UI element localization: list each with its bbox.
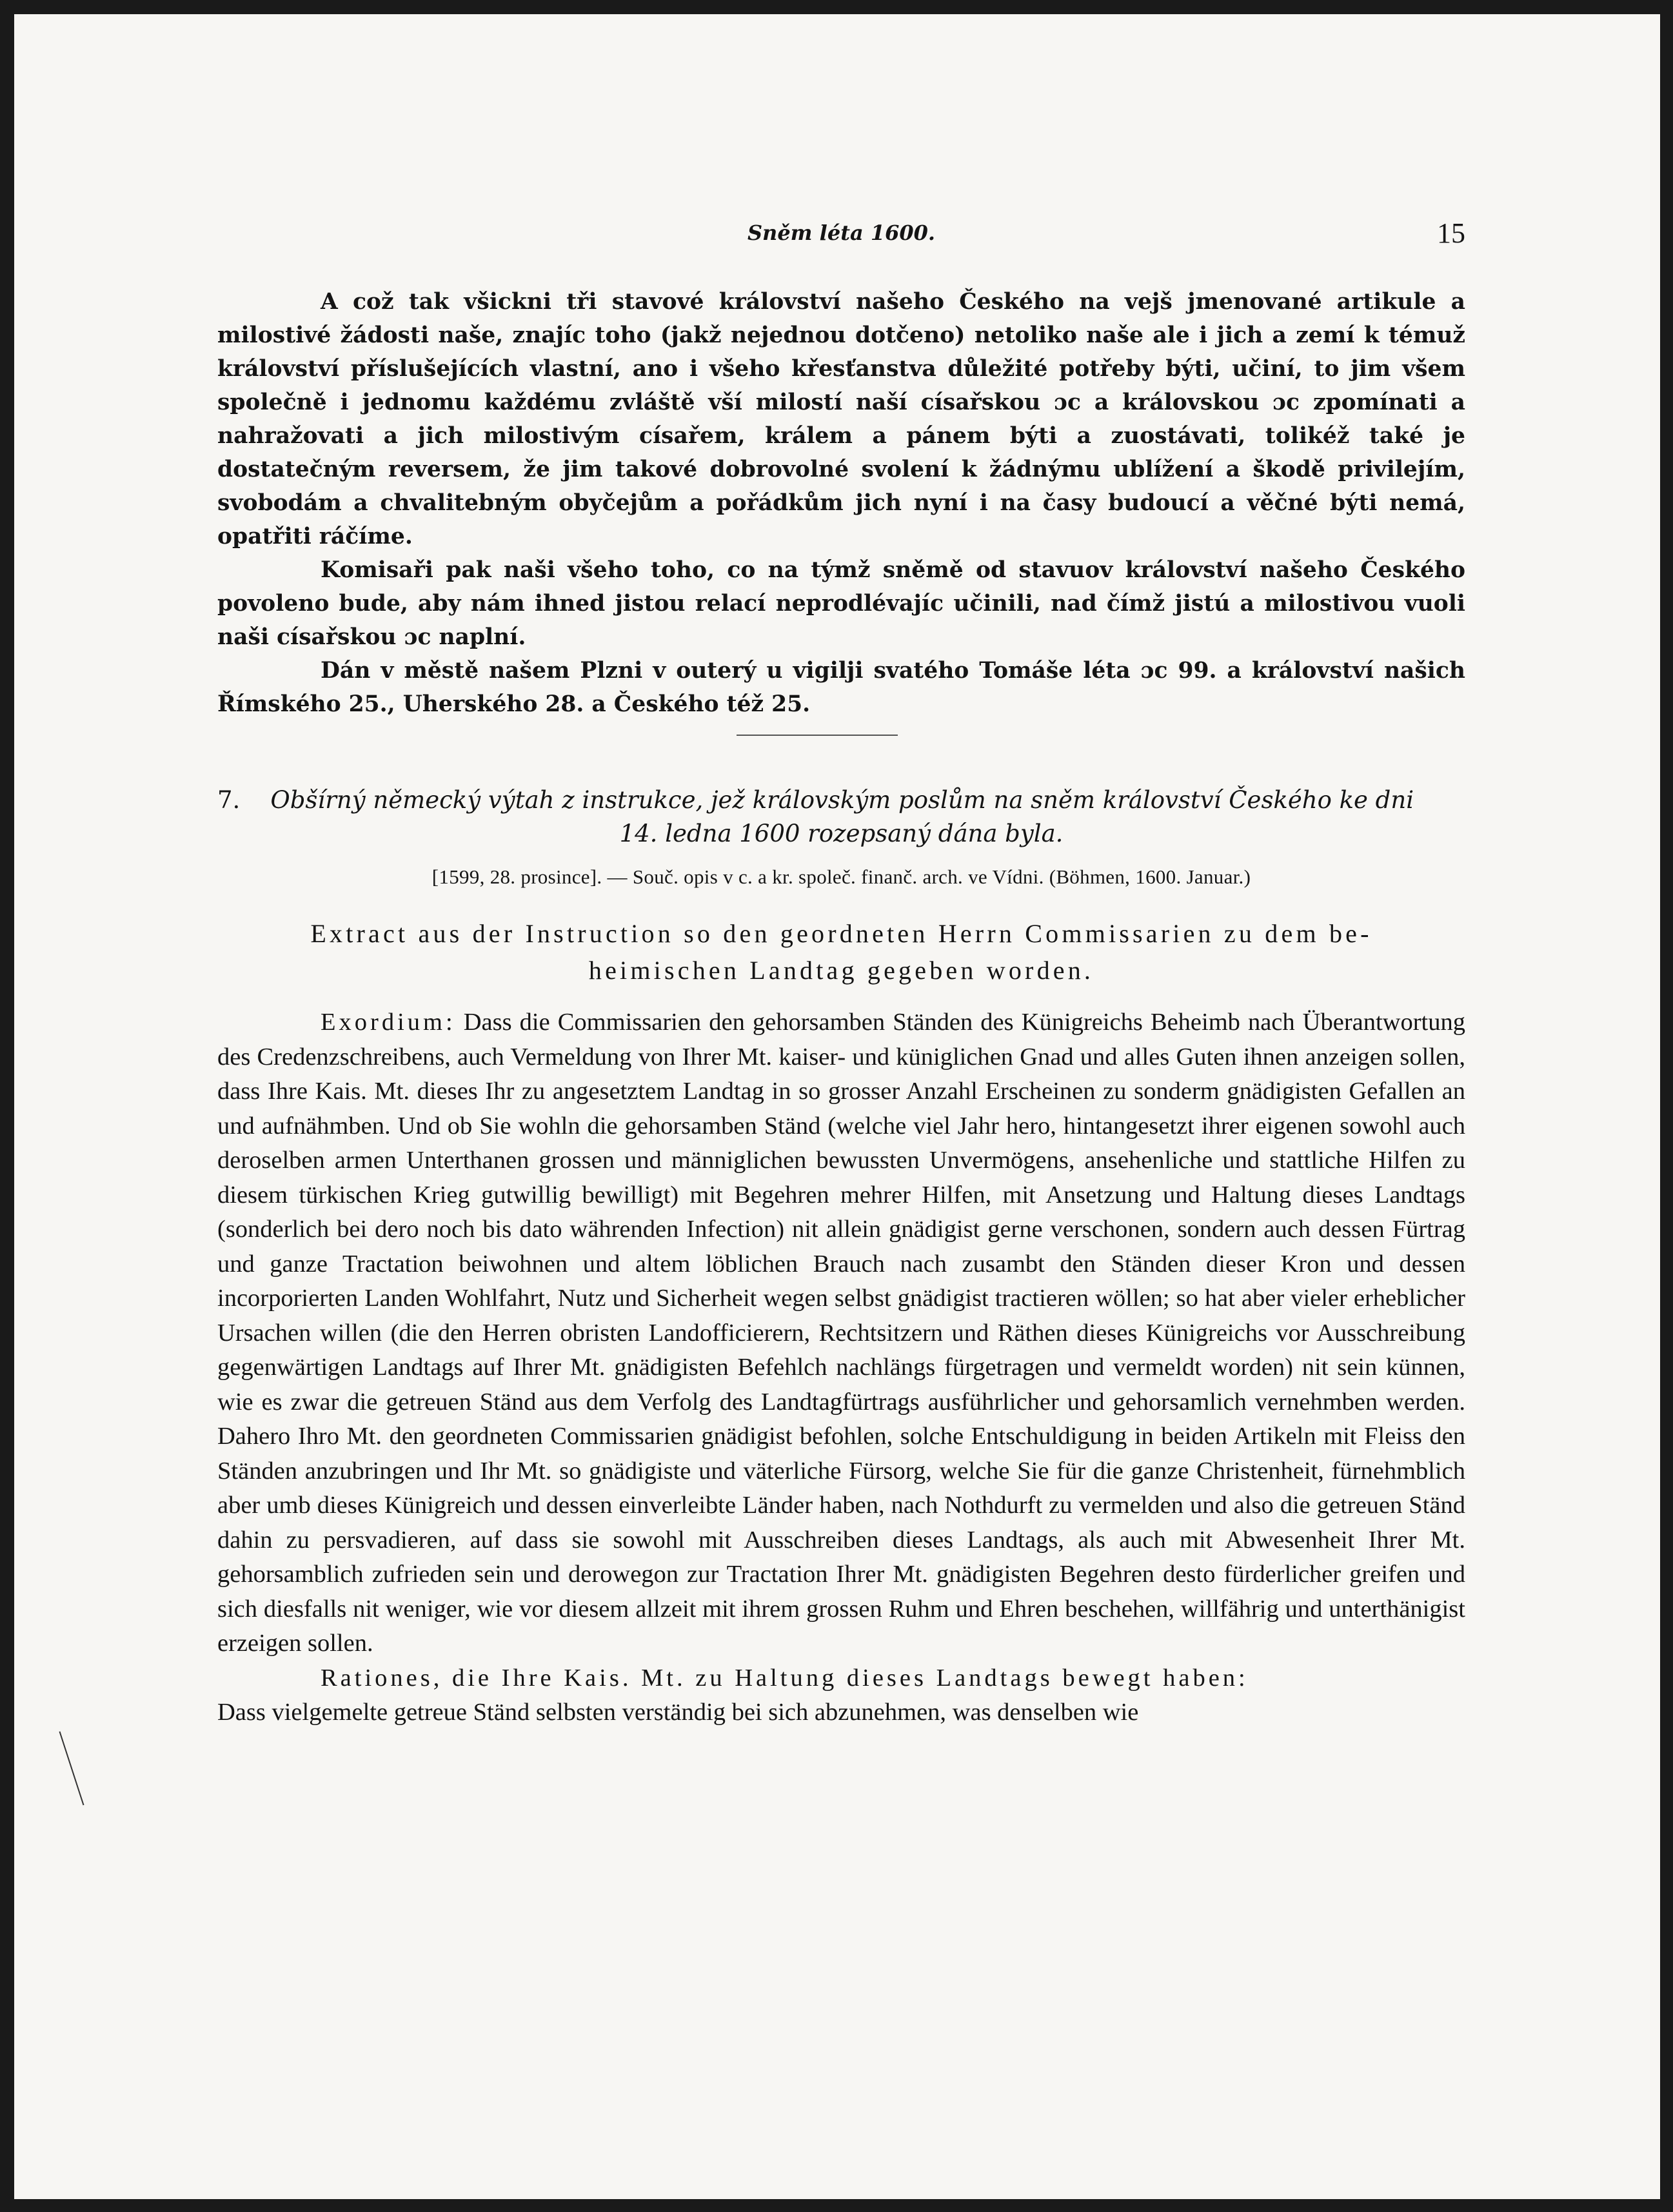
rationes-heading	[217, 1661, 1465, 1696]
czech-paragraph: A což tak všickni tři stavové království našeho Českého na vejš jmenované artikule a milostivé žádosti naše, znajíc toho (jakž nejednou dotčeno) netoliko naše ale i jich a zemí k témuž království příslušejících vlastní, ano i všeho křesťanstva důležité potřeby býti, učiní, to jim všem společně i jednomu každému zvláště vší milostí naší císařskou ɔc a královskou ɔc zpomínati a nahražovati a jich milostivým císařem, králem a pánem býti a zuostávati, tolikéž také je dostatečným reversem, že jim takové dobrovolné svolení k žádnýmu ublížení a škodě privilejím, svobodám a chvalitebným obyčejům a pořádkům jich nyní i na časy budoucí a věčné býti nemá, opatřiti ráčíme.	[217, 289, 1465, 549]
extract-title-line-1: Extract aus der Instruction so den geordneten Herrn Commissarien zu dem be-	[310, 919, 1372, 948]
document-title-line-2: 14. ledna 1600 rozepsaný dána byla.	[619, 820, 1064, 847]
exordium-paragraph	[217, 1005, 1465, 1661]
german-instruction-text	[217, 1005, 1465, 1730]
document-title-text: Obšírný německý výtah z instrukce, jež královským poslům na sněm království Českého ke dni	[270, 786, 1414, 814]
rationes-paragraph: Dass vielgemelte getreue Ständ selbsten verständig bei sich abzunehmen, was denselben wie	[217, 1699, 1139, 1726]
document-source-note: [1599, 28. prosince]. — Souč. opis v c. a kr. společ. finanč. arch. ve Vídni. (Böhmen, 1600. Januar.)	[431, 865, 1251, 888]
page-number: 15	[1437, 217, 1465, 249]
margin-pencil-mark	[59, 1732, 84, 1806]
page-header	[217, 217, 1465, 259]
extract-title-line-2: heimischen Landtag gegeben worden.	[588, 956, 1094, 985]
exordium-label: Exordium:	[321, 1009, 456, 1036]
document-title-line-1	[217, 784, 1465, 817]
czech-paragraph: Komisaři pak naši všeho toho, co na týmž sněmě od stavuov království našeho Českého povoleno bude, aby nám ihned jistou relací neprodlévajíc učinili, nad čímž jistú a milostivou vuoli naši císařskou ɔc naplní.	[217, 557, 1465, 650]
running-title: Sněm léta 1600.	[747, 221, 936, 245]
section-separator	[737, 735, 898, 736]
book-page	[14, 14, 1660, 2199]
czech-paragraph: Dán v městě našem Plzni v outerý u vigilji svatého Tomáše léta ɔc 99. a království našich Římského 25., Uherského 28. a Českého též 25.	[217, 658, 1465, 717]
rationes-label: Rationes, die Ihre Kais. Mt. zu Haltung dieses Landtags bewegt haben:	[321, 1664, 1249, 1692]
czech-decree-text	[217, 285, 1465, 721]
document-heading	[217, 784, 1465, 851]
exordium-text: Dass die Commissarien den gehorsamben Ständen des Künigreichs Beheimb nach Überantwortung des Credenzschreibens, auch Vermeldung von Ihrer Mt. kaiser- und küniglichen Gnad und alles Guten ihnen anzeigen sollen, dass Ihre Kais. Mt. dieses Ihr zu angesetztem Landtag in so grosser Anzahl Erscheinen zu sonderm gnädigisten Gefallen an und aufnähmben. Und ob Sie wohln die gehorsamben Ständ (welche viel Jahr hero, hintangesetzt ihrer eigenen sowohl auch deroselben armen Unterthanen grossen und männiglichen bewussten Unvermögens, ansehenliche und stattliche Hilfen zu diesem türkischen Krieg gutwillig bewilligt) mit Begehren mehrer Hilfen, mit Ansetzung und Haltung dieses Landtags (sonderlich bei dero noch bis dato währenden Infection) nit allein gnädigist gerne verschonen, sondern auch dessen Fürtrag und ganze Tractation beiwohnen und altem löblichen Brauch nach zusambt den Ständen dieser Kron und dessen incorporierten Landen Wohlfahrt, Nutz und Sicherheit wegen selbst gnädigist tractieren wöllen; so hat aber vieler erheblicher Ursachen willen (die den Herren obristen Landofficierern, Rechtsitzern und Räthen dieses Künigreichs vor Ausschreibung gegenwärtigen Landtags auf Ihrer Mt. gnädigisten Befehlch nachlängs fürgetragen und vermeldt worden) nit sein künnen, wie es zwar die getreuen Ständ aus dem Verfolg des Landtagfürtrags ausführlicher und gehorsamlich vernehmben werden. Dahero Ihro Mt. den geordneten Commissarien gnädigist befohlen, solche Entschuldigung in beiden Artikeln mit Fleiss den Ständen anzubringen und Ihr Mt. so gnädigiste und väterliche Fürsorg, welche Sie für die ganze Christenheit, fürnehmblich aber umb dieses Künigreich und dessen einverleibte Länder haben, nach Nothdurft zu vermelden und also die getreuen Ständ dahin zu persvadieren, auf dass sie sowohl mit Ausschreiben dieses Landtags, als auch mit Abwesenheit Ihrer Mt. gehorsamblich zufrieden sein und derowegon zur Tractation Ihrer Mt. gnädigisten Begehren desto fürderlicher greifen und sich diesfalls nit weniger, wie vor diesem allzeit mit ihrem grossen Ruhm und Ehren beschehen, willfährig und unterthänigist erzeigen sollen.	[217, 1009, 1466, 1657]
document-number: 7.	[217, 786, 241, 814]
extract-title	[217, 915, 1465, 989]
